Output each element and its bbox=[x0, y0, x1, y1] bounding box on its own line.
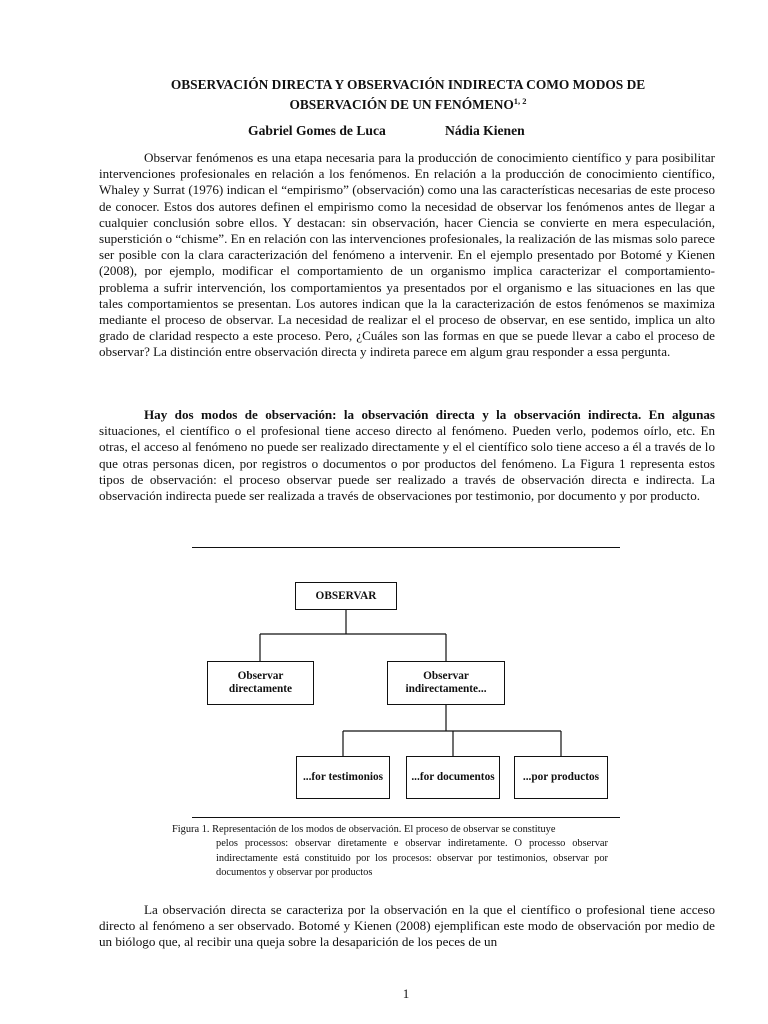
title-line-1: OBSERVACIÓN DIRECTA Y OBSERVACIÓN INDIRECTA COMO MODOS DE bbox=[170, 77, 646, 92]
author-1: Gabriel Gomes de Luca bbox=[248, 123, 386, 138]
node-observar-indirectamente: Observar indirectamente... bbox=[387, 661, 505, 705]
figure-bottom-rule bbox=[192, 817, 620, 818]
paragraph-2-lead: Hay dos modos de observación: la observación directa y la observación indirecta. En algunas bbox=[144, 407, 715, 422]
node-testimonios: ...for testimonios bbox=[296, 756, 390, 799]
page-number: 1 bbox=[402, 986, 410, 1001]
node-documentos: ...for documentos bbox=[406, 756, 500, 799]
paragraph-3-text: La observación directa se caracteriza por la observación en la que el científico o profesional tiene acceso directo al fenómeno a ser observado. Botomé y Kienen (2008) ejemplifican este modo de observación por medio de un biólogo que, al recibir una queja sobre la desaparición de los peces de un bbox=[99, 902, 715, 950]
title-footnote-marks: 1, 2 bbox=[513, 96, 527, 106]
author-2: Nádia Kienen bbox=[445, 123, 525, 138]
figure-caption-lead: Figura 1. Representación de los modos de observación. El proceso de observar se constituye bbox=[172, 824, 556, 835]
node-productos: ...por productos bbox=[514, 756, 608, 799]
node-observar: OBSERVAR bbox=[295, 582, 397, 610]
paragraph-1-text: Observar fenómenos es una etapa necesaria para la producción de conocimiento científico y para posibilitar intervenciones profesionales en relación a los fenómenos. En relación a la producción de conocimiento científico, Whaley y Surrat (1976) indican el “empirismo” (observación) como una las características necesarias de este proceso de conocer. Estos dos autores definen el empirismo como la necesidad de observar los fenómenos antes de llegar a cualquier conclusión sobre ellos. Y destacan: sin observación, hacer Ciencia se convierte en mera especulación, superstición o “chisme”. En en relación con las intervenciones profesionales, la realización de las mismas solo parece ser posible con la clara caracterización del fenómeno a intervenir. En el ejemplo presentado por Botomé y Kienen (2008), por ejemplo, modificar el comportamiento de un organismo implica caracterizar el comportamiento-problema a sufrir intervención, los comportamientos ya presentados por el organismo e las situaciones en las que tales comportamientos se presentan. Los autores indican que la la caracterización de estos fenómenos se maximiza mediante el proceso de observar. La necesidad de realizar el el proceso de observar, en ese sentido, implica un alto grado de claridad respecto a este proceso. Pero, ¿Cuáles son las formas en que se puede llevar a cabo el proceso de observar? La distinción entre observación directa y indireta parece em algum grau responder a essa pergunta. bbox=[99, 150, 715, 360]
paragraph-3 bbox=[99, 902, 715, 951]
node-observar-directamente: Observar directamente bbox=[207, 661, 314, 705]
figure-caption bbox=[172, 823, 608, 881]
figure-caption-rest: pelos processos: observar diretamente e observar indiretamente. O processo observar indirectamente está constituido por los procesos: observar por testimonios, observar por documentos y observar por productos bbox=[216, 838, 608, 879]
title-line-2: OBSERVACIÓN DE UN FENÓMENO bbox=[289, 97, 514, 112]
paragraph-2-text: situaciones, el científico o el profesional tiene acceso directo al fenómeno. Pueden verlo, podemos oírlo, etc. En otras, el acceso al fenómeno no puede ser realizado directamente y el el científico solo tiene acceso a él a través de lo que otras personas dicen, por registros o documentos o por productos del fenómeno. La Figura 1 representa estos tipos de observación: el proceso observar puede ser realizado a través de observación directa e indirecta. La observación indirecta puede ser realizada a través de observaciones por testimonio, por documento y por producto. bbox=[99, 423, 715, 504]
